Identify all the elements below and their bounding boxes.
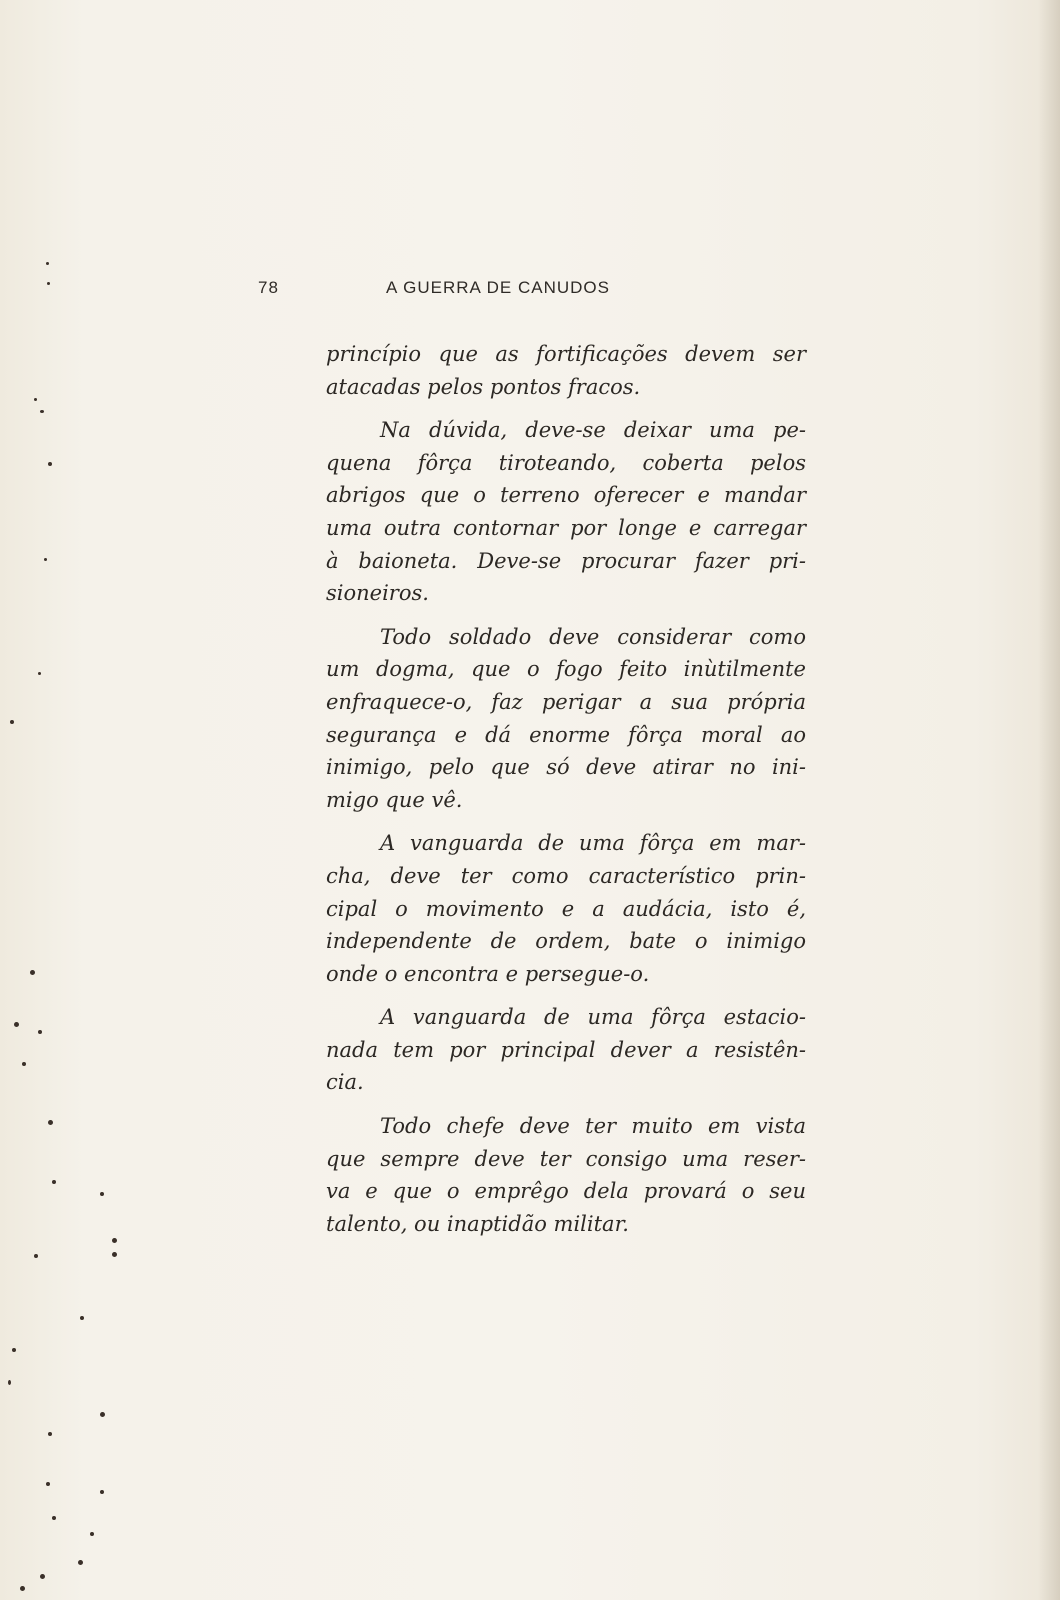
text-line: va e que o emprêgo dela provará o seu — [326, 1179, 806, 1204]
ink-speck — [8, 1380, 11, 1385]
paragraph-4 — [326, 827, 806, 990]
paragraph-6 — [326, 1110, 806, 1240]
ink-speck — [10, 720, 14, 724]
ink-speck — [100, 1192, 104, 1196]
text-line: independente de ordem, bate o inimigo — [326, 929, 806, 954]
ink-speck — [46, 1482, 50, 1486]
text-line: Todo soldado deve considerar como — [380, 624, 806, 649]
text-line: princípio que as fortificações devem ser — [326, 342, 806, 366]
text-line: talento, ou inaptidão militar. — [326, 1211, 629, 1236]
text-line: onde o encontra e persegue-o. — [326, 961, 650, 986]
text-line: Todo chefe deve ter muito em vista — [380, 1114, 806, 1139]
ink-speck — [22, 1062, 26, 1066]
ink-speck — [14, 1022, 19, 1027]
running-head — [258, 278, 678, 302]
text-line: inimigo, pelo que só deve atirar no ini- — [326, 755, 806, 780]
text-line: migo que vê. — [326, 787, 463, 812]
text-line: cia. — [326, 1070, 364, 1095]
ink-speck — [90, 1532, 94, 1536]
ink-speck — [34, 398, 37, 401]
ink-speck — [40, 410, 44, 413]
text-line: à baioneta. Deve-se procurar fazer pri- — [326, 548, 806, 573]
ink-speck — [47, 282, 50, 285]
text-line: atacadas pelos pontos fracos. — [326, 374, 641, 399]
ink-speck — [34, 1254, 38, 1258]
text-line: segurança e dá enorme fôrça moral ao — [326, 722, 806, 747]
ink-speck — [38, 672, 41, 675]
ink-speck — [52, 1180, 56, 1184]
ink-speck — [12, 1348, 16, 1352]
text-line: que sempre deve ter consigo uma reser- — [326, 1146, 806, 1171]
ink-speck — [48, 1432, 52, 1436]
book-title: A GUERRA DE CANUDOS — [386, 278, 610, 297]
ink-speck — [40, 1574, 45, 1579]
ink-speck — [46, 262, 49, 265]
ink-speck — [100, 1490, 104, 1494]
ink-speck — [112, 1238, 117, 1243]
ink-speck — [20, 1586, 25, 1591]
text-line: uma outra contornar por longe e carregar — [326, 515, 806, 540]
ink-speck — [30, 970, 35, 975]
ink-speck — [52, 1516, 56, 1520]
text-line: nada tem por principal dever a resistên- — [326, 1037, 806, 1062]
text-line: um dogma, que o fogo feito inùtilmente — [326, 657, 806, 682]
ink-speck — [100, 1412, 105, 1417]
ink-speck — [38, 1030, 42, 1034]
body-text — [326, 338, 806, 1251]
text-line: cha, deve ter como característico prin- — [326, 863, 806, 888]
ink-speck — [80, 1316, 84, 1320]
text-line: A vanguarda de uma fôrça em mar- — [380, 831, 806, 856]
ink-speck — [48, 462, 52, 466]
text-line: enfraquece-o, faz perigar a sua própria — [326, 689, 806, 714]
text-line: abrigos que o terreno oferecer e mandar — [326, 483, 806, 508]
text-line: quena fôrça tiroteando, coberta pelos — [326, 450, 806, 475]
ink-speck — [112, 1252, 117, 1257]
text-line: A vanguarda de uma fôrça estacio- — [380, 1005, 806, 1030]
ink-speck — [78, 1560, 83, 1565]
text-line: sioneiros. — [326, 581, 429, 606]
ink-speck — [48, 1120, 53, 1125]
paragraph-5 — [326, 1001, 806, 1099]
text-line: cipal o movimento e a audácia, isto é, — [326, 896, 806, 921]
paragraph-3 — [326, 621, 806, 817]
paragraph-2 — [326, 414, 806, 610]
ink-speck — [44, 558, 47, 561]
page-edge-shadow — [1038, 0, 1060, 1600]
page-number: 78 — [258, 278, 279, 297]
paragraph-1 — [326, 338, 806, 403]
text-line: Na dúvida, deve-se deixar uma pe- — [380, 418, 806, 443]
